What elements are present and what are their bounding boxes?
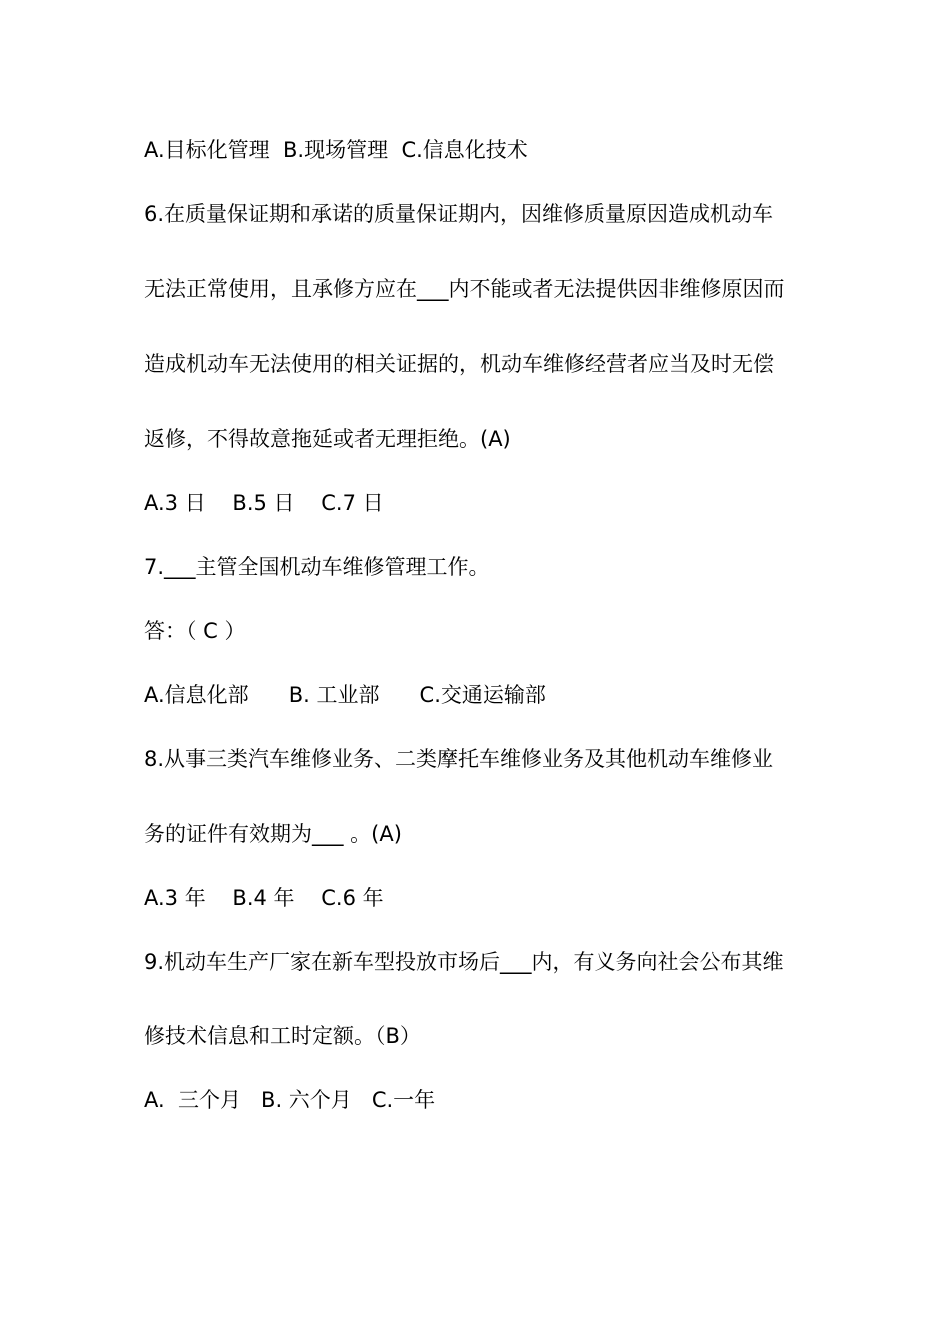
q8-text-line-1: 8.从事三类汽车维修业务、二类摩托车维修业务及其他机动车维修业 <box>144 747 774 771</box>
q9-text-line-2: 修技术信息和工时定额。（B） <box>144 1024 421 1048</box>
q6-text-line-4: 返修，不得故意拖延或者无理拒绝。(A) <box>144 427 511 451</box>
q6-text-line-3: 造成机动车无法使用的相关证据的，机动车维修经营者应当及时无偿 <box>144 352 774 376</box>
q5-options: A.目标化管理 B.现场管理 C.信息化技术 <box>144 138 528 162</box>
q9-text-line-1: 9.机动车生产厂家在新车型投放市场后___内，有义务向社会公布其维 <box>144 950 784 974</box>
q6-text-line-1: 6.在质量保证期和承诺的质量保证期内，因维修质量原因造成机动车 <box>144 202 774 226</box>
q7-answer: 答：（ C ） <box>144 619 246 643</box>
q8-text-line-2: 务的证件有效期为___ 。(A) <box>144 822 402 846</box>
q9-options: A. 三个月 B. 六个月 C.一年 <box>144 1088 436 1112</box>
q8-options: A.3 年 B.4 年 C.6 年 <box>144 886 384 910</box>
q6-text-line-2: 无法正常使用，且承修方应在___内不能或者无法提供因非维修原因而 <box>144 277 785 301</box>
q7-options: A.信息化部 B. 工业部 C.交通运输部 <box>144 683 546 707</box>
q6-options: A.3 日 B.5 日 C.7 日 <box>144 491 384 515</box>
q7-text: 7.___主管全国机动车维修管理工作。 <box>144 555 490 579</box>
